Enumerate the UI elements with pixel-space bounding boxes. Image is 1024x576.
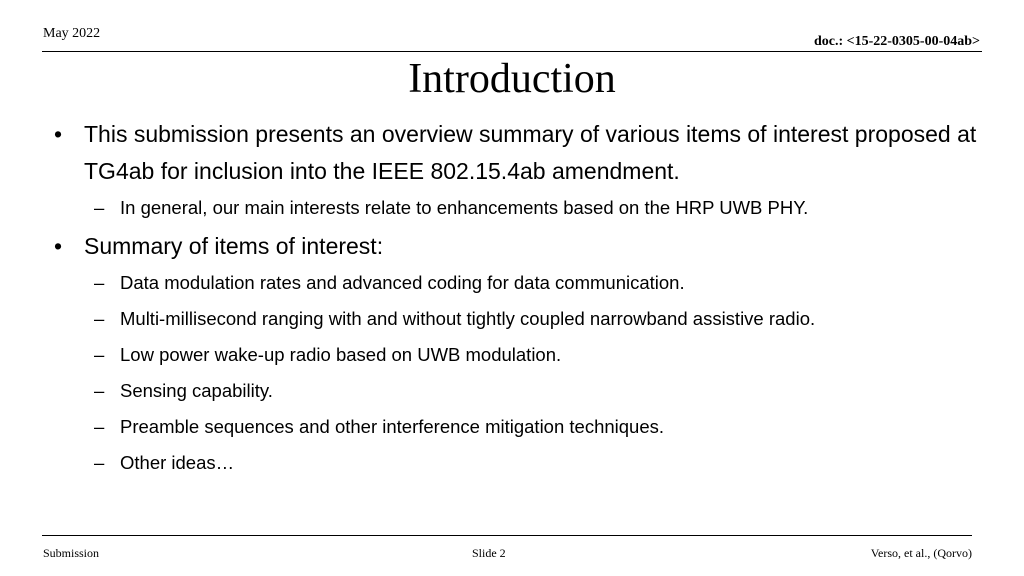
slide-number: Slide 2 bbox=[472, 546, 506, 560]
sub-bullet-item bbox=[44, 196, 984, 220]
sub-bullet-glyph: – bbox=[94, 272, 105, 293]
sub-bullet-glyph: – bbox=[94, 344, 105, 365]
header-divider bbox=[42, 51, 982, 52]
bullet-item bbox=[44, 228, 984, 265]
sub-bullet-item bbox=[44, 415, 984, 439]
bullet-item bbox=[44, 116, 984, 190]
sub-bullet-item bbox=[44, 271, 984, 295]
bullet-glyph: • bbox=[54, 233, 63, 259]
bullet-text: This submission presents an overview summary of various items of interest proposed at TG4ab for inclusion into the IEEE 802.15.4ab amendment. bbox=[84, 121, 977, 184]
footer-authors: Verso, et al., (Qorvo) bbox=[870, 546, 972, 560]
sub-bullet-text: Preamble sequences and other interference mitigation techniques. bbox=[120, 416, 665, 437]
bullet-text: Summary of items of interest: bbox=[84, 233, 384, 259]
document-id: doc.: <15-22-0305-00-04ab> bbox=[813, 34, 980, 49]
sub-bullet-text: Sensing capability. bbox=[120, 380, 273, 401]
sub-bullet-text: Multi-millisecond ranging with and without tightly coupled narrowband assistive radio. bbox=[120, 308, 816, 329]
footer-submission: Submission bbox=[43, 546, 100, 560]
slide-title: Introduction bbox=[408, 56, 616, 102]
sub-bullet-item bbox=[44, 343, 984, 367]
sub-bullet-item bbox=[44, 379, 984, 403]
sub-bullet-item bbox=[44, 451, 984, 475]
slide-body bbox=[44, 116, 984, 475]
header-date: May 2022 bbox=[43, 26, 101, 41]
sub-bullet-text: In general, our main interests relate to enhancements based on the HRP UWB PHY. bbox=[120, 197, 809, 218]
sub-bullet-item bbox=[44, 307, 984, 331]
sub-bullet-glyph: – bbox=[94, 452, 105, 473]
sub-bullet-glyph: – bbox=[94, 380, 105, 401]
sub-bullet-glyph: – bbox=[94, 308, 105, 329]
footer-divider bbox=[42, 535, 972, 536]
sub-bullet-glyph: – bbox=[94, 416, 105, 437]
sub-bullet-text: Data modulation rates and advanced coding for data communication. bbox=[120, 272, 685, 293]
bullet-glyph: • bbox=[54, 121, 63, 147]
sub-bullet-text: Low power wake-up radio based on UWB modulation. bbox=[120, 344, 562, 365]
sub-bullet-text: Other ideas… bbox=[120, 452, 235, 473]
sub-bullet-glyph: – bbox=[94, 197, 105, 218]
